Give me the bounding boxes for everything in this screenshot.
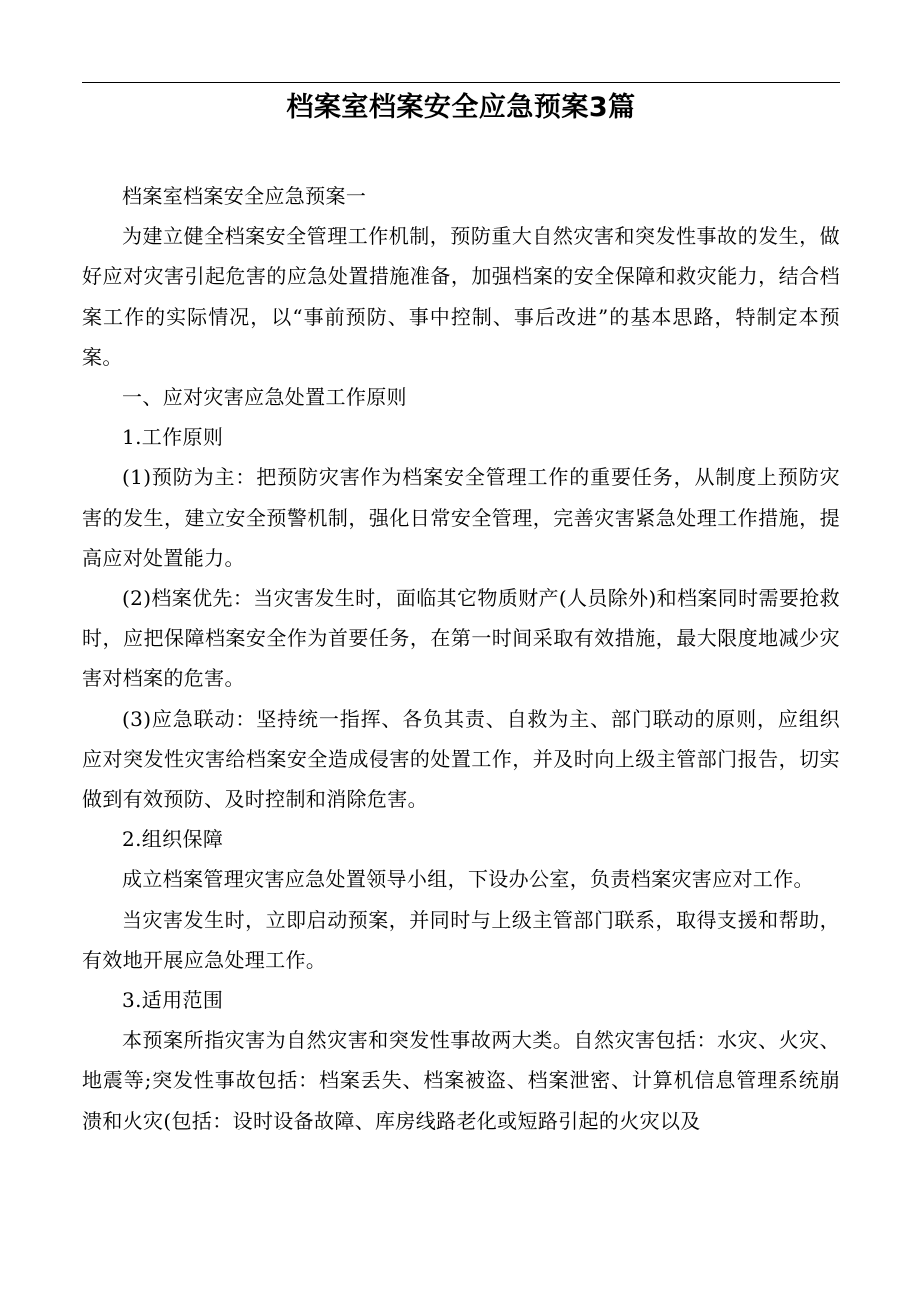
paragraph-archives-priority: (2)档案优先：当灾害发生时，面临其它物质财产(人员除外)和档案同时需要抢救时，应把保障档案安全作为首要任务，在第一时间采取有效措施，最大限度地减少灾害对档案的危害。 [82,586,840,691]
document-body [82,176,840,1141]
paragraph-prevention-first: (1)预防为主：把预防灾害作为档案安全管理工作的重要任务，从制度上预防灾害的发生，建立安全预警机制，强化日常安全管理，完善灾害紧急处理工作措施，提高应对处置能力。 [82,465,840,570]
section-heading-plan-one: 档案室档案安全应急预案一 [122,184,367,208]
paragraph-emergency-linkage: (3)应急联动：坚持统一指挥、各负其责、自救为主、部门联动的原则，应组织应对突发性灾害给档案安全造成侵害的处置工作，并及时向上级主管部门报告，切实做到有效预防、及时控制和消除危害。 [82,706,840,812]
paragraph-leading-group: 成立档案管理灾害应急处置领导小组，下设办公室，负责档案灾害应对工作。 [122,867,814,892]
subheading-organization: 2.组织保障 [122,827,224,852]
section-heading-principles: 一、应对灾害应急处置工作原则 [122,385,407,410]
subheading-work-principles: 1.工作原则 [122,425,224,450]
header-rule [82,82,840,83]
paragraph-activate-plan: 当灾害发生时，立即启动预案，并同时与上级主管部门联系，取得支援和帮助，有效地开展应急处理工作。 [82,907,840,972]
paragraph-scope-details: 本预案所指灾害为自然灾害和突发性事故两大类。自然灾害包括：水灾、火灾、地震等;突发性事故包括：档案丢失、档案被盗、档案泄密、计算机信息管理系统崩溃和火灾(包括：设时设备故障、库房线路老化或短路引起的火灾以及 [82,1028,840,1133]
document-title: 档案室档案安全应急预案3篇 [286,92,636,123]
paragraph-intro: 为建立健全档案安全管理工作机制，预防重大自然灾害和突发性事故的发生，做好应对灾害引起危害的应急处置措施准备，加强档案的安全保障和救灾能力，结合档案工作的实际情况，以“事前预防、事中控制、事后改进”的基本思路，特制定本预案。 [82,224,840,369]
subheading-scope: 3.适用范围 [122,988,224,1013]
